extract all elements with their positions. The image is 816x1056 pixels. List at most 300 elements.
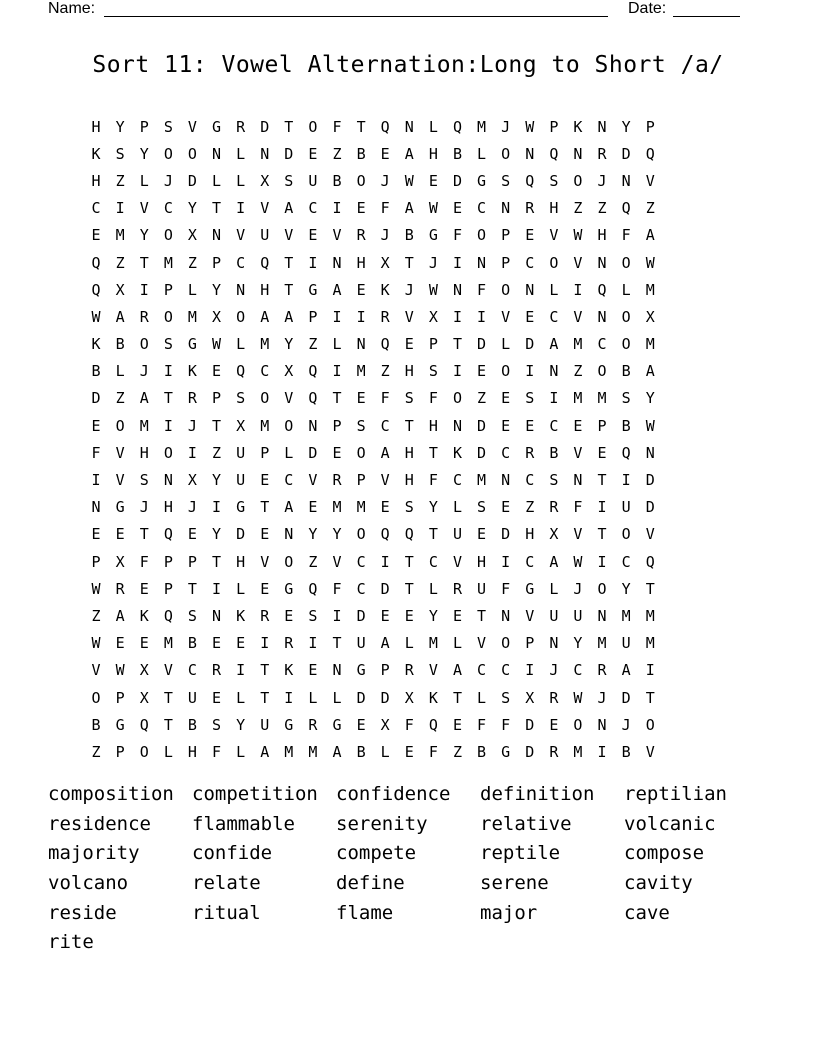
grid-cell: D: [621, 144, 631, 163]
letter-grid: [84, 113, 662, 766]
grid-cell: A: [645, 226, 655, 245]
grid-cell: M: [597, 634, 607, 653]
grid-cell: T: [260, 498, 270, 517]
grid-cell: B: [356, 144, 366, 163]
grid-cell: M: [428, 634, 438, 653]
grid-cell: E: [452, 715, 462, 734]
name-label: Name:: [48, 0, 96, 17]
grid-cell: O: [501, 634, 511, 653]
grid-cell: G: [501, 742, 511, 761]
grid-cell: E: [212, 362, 222, 381]
grid-cell: L: [139, 171, 149, 190]
grid-cell: F: [452, 226, 462, 245]
grid-cell: U: [549, 606, 559, 625]
grid-cell: Y: [212, 280, 222, 299]
word-list-item: relate: [192, 872, 261, 895]
grid-cell: S: [284, 171, 294, 190]
grid-cell: O: [284, 552, 294, 571]
grid-cell: E: [212, 634, 222, 653]
grid-cell: M: [260, 416, 270, 435]
grid-cell: Z: [597, 199, 607, 218]
grid-cell: X: [139, 688, 149, 707]
grid-cell: C: [380, 416, 390, 435]
grid-cell: X: [404, 688, 414, 707]
grid-cell: T: [332, 389, 342, 408]
grid-cell: T: [163, 688, 173, 707]
grid-cell: V: [308, 471, 318, 490]
grid-cell: Q: [645, 144, 655, 163]
grid-cell: M: [332, 498, 342, 517]
grid-cell: W: [91, 307, 101, 326]
word-list-item: reptilian: [624, 783, 727, 805]
grid-cell: N: [452, 416, 462, 435]
grid-cell: N: [91, 498, 101, 517]
grid-cell: A: [332, 280, 342, 299]
grid-cell: O: [621, 307, 631, 326]
grid-cell: O: [452, 389, 462, 408]
grid-cell: Z: [308, 335, 318, 354]
grid-cell: Y: [212, 525, 222, 544]
grid-row: [84, 195, 662, 222]
grid-cell: S: [236, 389, 246, 408]
grid-cell: T: [187, 579, 197, 598]
grid-cell: Z: [212, 443, 222, 462]
grid-cell: P: [356, 471, 366, 490]
grid-cell: N: [525, 144, 535, 163]
grid-cell: E: [404, 742, 414, 761]
grid-cell: N: [308, 416, 318, 435]
grid-cell: M: [645, 335, 655, 354]
grid-cell: R: [597, 661, 607, 680]
grid-cell: Z: [308, 552, 318, 571]
grid-cell: T: [477, 606, 487, 625]
grid-cell: L: [332, 335, 342, 354]
grid-cell: F: [428, 742, 438, 761]
grid-cell: U: [260, 226, 270, 245]
grid-cell: D: [525, 742, 535, 761]
grid-cell: G: [308, 280, 318, 299]
grid-cell: T: [428, 525, 438, 544]
grid-cell: U: [236, 471, 246, 490]
grid-cell: C: [236, 253, 246, 272]
grid-cell: S: [163, 117, 173, 136]
grid-cell: P: [115, 742, 125, 761]
grid-cell: Q: [452, 117, 462, 136]
grid-cell: V: [501, 307, 511, 326]
grid-cell: I: [525, 661, 535, 680]
grid-cell: S: [187, 606, 197, 625]
word-list-item: flammable: [192, 812, 295, 835]
grid-cell: N: [332, 661, 342, 680]
grid-cell: O: [115, 416, 125, 435]
grid-cell: R: [597, 144, 607, 163]
grid-cell: T: [645, 688, 655, 707]
grid-cell: M: [139, 416, 149, 435]
grid-cell: S: [621, 389, 631, 408]
grid-cell: R: [115, 579, 125, 598]
grid-cell: N: [284, 525, 294, 544]
grid-cell: G: [356, 661, 366, 680]
grid-cell: A: [404, 144, 414, 163]
grid-cell: M: [163, 634, 173, 653]
grid-cell: I: [308, 634, 318, 653]
grid-cell: L: [549, 280, 559, 299]
grid-cell: O: [356, 443, 366, 462]
grid-cell: P: [212, 253, 222, 272]
date-line[interactable]: [673, 16, 740, 17]
grid-cell: I: [501, 552, 511, 571]
grid-cell: L: [284, 443, 294, 462]
grid-cell: P: [260, 443, 270, 462]
grid-cell: O: [501, 144, 511, 163]
grid-cell: C: [260, 362, 270, 381]
grid-row: [84, 140, 662, 167]
grid-cell: L: [428, 117, 438, 136]
grid-cell: J: [139, 362, 149, 381]
page-title: Sort 11: Vowel Alternation:Long to Short /a/: [92, 52, 724, 78]
grid-cell: V: [573, 525, 583, 544]
grid-cell: R: [549, 498, 559, 517]
grid-cell: V: [260, 552, 270, 571]
grid-cell: N: [356, 335, 366, 354]
grid-cell: V: [236, 226, 246, 245]
grid-cell: Q: [163, 525, 173, 544]
grid-cell: E: [501, 416, 511, 435]
grid-cell: T: [163, 389, 173, 408]
grid-cell: V: [115, 443, 125, 462]
grid-cell: N: [597, 715, 607, 734]
grid-cell: P: [139, 117, 149, 136]
grid-cell: B: [549, 443, 559, 462]
grid-cell: P: [332, 416, 342, 435]
grid-cell: X: [260, 171, 270, 190]
grid-cell: F: [380, 199, 390, 218]
grid-cell: H: [260, 280, 270, 299]
grid-cell: E: [428, 171, 438, 190]
grid-cell: F: [332, 579, 342, 598]
grid-cell: E: [91, 226, 101, 245]
grid-cell: Y: [115, 117, 125, 136]
grid-cell: R: [549, 688, 559, 707]
grid-cell: E: [404, 606, 414, 625]
grid-cell: O: [621, 525, 631, 544]
grid-cell: Q: [236, 362, 246, 381]
grid-cell: W: [91, 634, 101, 653]
grid-row: [84, 657, 662, 684]
word-list-item: reside: [48, 901, 117, 924]
grid-cell: S: [501, 171, 511, 190]
grid-cell: C: [549, 307, 559, 326]
grid-cell: Y: [621, 579, 631, 598]
grid-cell: E: [597, 443, 607, 462]
grid-cell: F: [428, 471, 438, 490]
grid-cell: V: [645, 171, 655, 190]
grid-cell: O: [139, 742, 149, 761]
grid-cell: E: [525, 307, 535, 326]
grid-cell: Z: [525, 498, 535, 517]
grid-cell: O: [573, 715, 583, 734]
grid-cell: W: [573, 688, 583, 707]
grid-cell: L: [236, 688, 246, 707]
grid-cell: L: [212, 171, 222, 190]
grid-cell: C: [163, 199, 173, 218]
grid-cell: J: [597, 688, 607, 707]
grid-cell: E: [356, 280, 366, 299]
grid-cell: Y: [139, 226, 149, 245]
grid-cell: M: [356, 498, 366, 517]
grid-cell: R: [452, 579, 462, 598]
grid-cell: M: [597, 389, 607, 408]
grid-cell: I: [573, 280, 583, 299]
word-list-item: ritual: [192, 901, 261, 924]
grid-cell: A: [645, 362, 655, 381]
grid-cell: Q: [308, 362, 318, 381]
grid-cell: M: [115, 226, 125, 245]
grid-cell: G: [115, 498, 125, 517]
grid-cell: H: [477, 552, 487, 571]
grid-cell: X: [549, 525, 559, 544]
grid-cell: I: [597, 498, 607, 517]
grid-cell: K: [91, 335, 101, 354]
grid-cell: W: [645, 253, 655, 272]
grid-cell: L: [115, 362, 125, 381]
grid-cell: A: [284, 199, 294, 218]
grid-cell: A: [404, 199, 414, 218]
grid-cell: U: [308, 171, 318, 190]
grid-cell: X: [380, 715, 390, 734]
grid-cell: S: [139, 471, 149, 490]
grid-cell: E: [525, 226, 535, 245]
grid-cell: V: [645, 525, 655, 544]
grid-cell: R: [356, 226, 366, 245]
grid-cell: L: [236, 144, 246, 163]
grid-cell: T: [597, 471, 607, 490]
grid-cell: C: [477, 199, 487, 218]
grid-cell: U: [573, 606, 583, 625]
grid-cell: T: [212, 416, 222, 435]
grid-cell: A: [380, 634, 390, 653]
grid-cell: Y: [428, 498, 438, 517]
grid-cell: E: [260, 525, 270, 544]
grid-cell: E: [380, 606, 390, 625]
grid-cell: J: [187, 498, 197, 517]
grid-row: [84, 521, 662, 548]
grid-cell: Z: [91, 606, 101, 625]
grid-cell: Z: [452, 742, 462, 761]
grid-cell: I: [260, 634, 270, 653]
grid-cell: H: [404, 443, 414, 462]
grid-cell: B: [91, 715, 101, 734]
grid-cell: I: [452, 253, 462, 272]
grid-cell: O: [501, 280, 511, 299]
grid-cell: L: [187, 280, 197, 299]
grid-cell: D: [236, 525, 246, 544]
grid-cell: N: [501, 199, 511, 218]
grid-cell: M: [645, 280, 655, 299]
grid-cell: Z: [573, 362, 583, 381]
grid-cell: V: [332, 226, 342, 245]
grid-cell: V: [187, 117, 197, 136]
grid-cell: V: [525, 606, 535, 625]
grid-cell: R: [187, 389, 197, 408]
grid-cell: I: [332, 606, 342, 625]
grid-cell: T: [163, 715, 173, 734]
word-list-item: residence: [48, 812, 151, 835]
grid-cell: R: [549, 742, 559, 761]
grid-cell: V: [91, 661, 101, 680]
grid-cell: Q: [308, 579, 318, 598]
grid-cell: X: [139, 661, 149, 680]
grid-cell: F: [91, 443, 101, 462]
grid-cell: L: [236, 579, 246, 598]
grid-cell: Y: [645, 389, 655, 408]
grid-cell: V: [573, 443, 583, 462]
grid-cell: F: [501, 715, 511, 734]
grid-cell: C: [525, 552, 535, 571]
grid-cell: C: [356, 579, 366, 598]
grid-cell: E: [452, 199, 462, 218]
grid-cell: K: [428, 688, 438, 707]
grid-cell: C: [597, 335, 607, 354]
grid-cell: M: [477, 117, 487, 136]
grid-cell: L: [477, 144, 487, 163]
grid-cell: T: [260, 688, 270, 707]
grid-cell: P: [597, 416, 607, 435]
grid-cell: C: [525, 471, 535, 490]
word-list-item: compete: [336, 842, 417, 865]
grid-cell: I: [549, 389, 559, 408]
grid-cell: A: [115, 606, 125, 625]
grid-cell: U: [452, 525, 462, 544]
grid-cell: H: [236, 552, 246, 571]
grid-cell: N: [597, 253, 607, 272]
grid-cell: R: [332, 471, 342, 490]
grid-cell: Q: [621, 199, 631, 218]
grid-cell: Z: [645, 199, 655, 218]
grid-cell: E: [525, 416, 535, 435]
grid-cell: M: [573, 389, 583, 408]
grid-cell: M: [260, 335, 270, 354]
grid-cell: Y: [332, 525, 342, 544]
grid-cell: P: [163, 552, 173, 571]
grid-cell: J: [549, 661, 559, 680]
grid-cell: I: [477, 307, 487, 326]
grid-cell: X: [115, 280, 125, 299]
grid-cell: I: [91, 471, 101, 490]
grid-cell: P: [428, 335, 438, 354]
grid-cell: I: [115, 199, 125, 218]
grid-cell: K: [91, 144, 101, 163]
grid-cell: N: [163, 471, 173, 490]
grid-cell: F: [477, 280, 487, 299]
grid-cell: N: [477, 253, 487, 272]
grid-cell: T: [260, 661, 270, 680]
grid-cell: A: [549, 335, 559, 354]
grid-cell: B: [332, 171, 342, 190]
grid-cell: Q: [428, 715, 438, 734]
grid-cell: S: [308, 606, 318, 625]
grid-cell: Y: [573, 634, 583, 653]
grid-cell: S: [163, 335, 173, 354]
grid-cell: D: [356, 688, 366, 707]
grid-cell: H: [187, 742, 197, 761]
grid-cell: S: [212, 715, 222, 734]
grid-cell: Z: [91, 742, 101, 761]
grid-cell: T: [452, 688, 462, 707]
grid-cell: O: [621, 253, 631, 272]
grid-cell: V: [260, 199, 270, 218]
grid-cell: D: [477, 335, 487, 354]
grid-cell: Q: [139, 715, 149, 734]
grid-cell: O: [187, 144, 197, 163]
grid-cell: I: [356, 307, 366, 326]
grid-cell: O: [621, 335, 631, 354]
grid-cell: I: [332, 199, 342, 218]
grid-cell: P: [549, 117, 559, 136]
grid-cell: O: [308, 117, 318, 136]
grid-cell: D: [645, 471, 655, 490]
grid-cell: C: [501, 443, 511, 462]
grid-cell: F: [573, 498, 583, 517]
grid-cell: J: [404, 280, 414, 299]
grid-cell: S: [115, 144, 125, 163]
grid-cell: Q: [260, 253, 270, 272]
grid-cell: H: [163, 498, 173, 517]
grid-cell: K: [380, 280, 390, 299]
grid-cell: I: [452, 307, 462, 326]
grid-cell: M: [645, 634, 655, 653]
grid-cell: F: [404, 715, 414, 734]
word-list-item: rite: [48, 931, 94, 954]
grid-cell: M: [573, 335, 583, 354]
grid-cell: R: [139, 307, 149, 326]
grid-cell: D: [525, 335, 535, 354]
grid-cell: X: [284, 362, 294, 381]
grid-cell: Z: [332, 144, 342, 163]
grid-cell: O: [91, 688, 101, 707]
grid-cell: D: [187, 171, 197, 190]
grid-cell: P: [163, 579, 173, 598]
word-list-item: serenity: [336, 812, 428, 835]
grid-cell: M: [573, 742, 583, 761]
grid-cell: X: [428, 307, 438, 326]
grid-cell: U: [236, 443, 246, 462]
grid-cell: I: [452, 362, 462, 381]
grid-cell: T: [404, 253, 414, 272]
grid-cell: Q: [525, 171, 535, 190]
grid-cell: D: [645, 498, 655, 517]
word-list-item: major: [480, 901, 538, 924]
grid-row: [84, 466, 662, 493]
grid-cell: N: [452, 280, 462, 299]
grid-cell: C: [91, 199, 101, 218]
grid-cell: Q: [308, 389, 318, 408]
name-line[interactable]: [104, 16, 608, 17]
grid-cell: H: [428, 144, 438, 163]
word-list-item: volcano: [48, 872, 129, 895]
grid-cell: N: [549, 634, 559, 653]
grid-cell: B: [621, 416, 631, 435]
grid-cell: E: [308, 661, 318, 680]
grid-row: [84, 439, 662, 466]
grid-row: [84, 276, 662, 303]
grid-cell: F: [212, 742, 222, 761]
grid-cell: O: [163, 144, 173, 163]
grid-cell: J: [501, 117, 511, 136]
grid-cell: W: [573, 552, 583, 571]
grid-cell: U: [356, 634, 366, 653]
grid-cell: C: [428, 552, 438, 571]
